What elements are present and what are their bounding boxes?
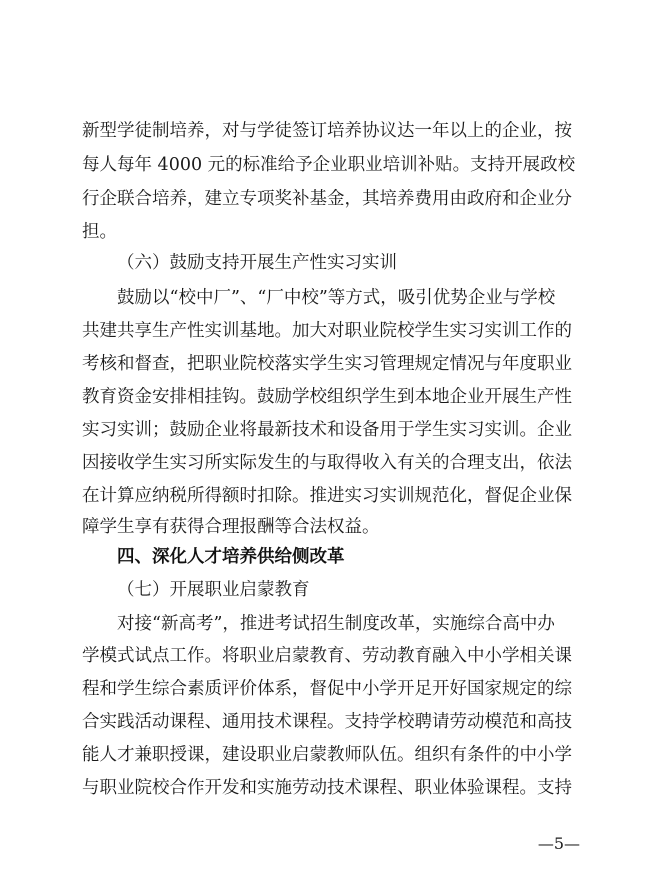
paragraph-line: 行企联合培养，建立专项奖补基金，其培养费用由政府和企业分 [82,189,572,209]
paragraph-line: 障学生享有获得合理报酬等合法权益。 [82,517,380,537]
section-7-heading: （七）开展职业启蒙教育 [117,580,310,600]
paragraph-line: 在计算应纳税所得额时扣除。推进实习实训规范化，督促企业保 [82,486,572,506]
paragraph-line: 程和学生综合素质评价体系，督促中小学开足开好国家规定的综 [82,679,572,699]
paragraph-line: 每人每年 4000 元的标准给予企业职业培训补贴。支持开展政校 [82,155,576,175]
paragraph-line: 共建共享生产性实训基地。加大对职业院校学生实习实训工作的 [82,321,572,341]
paragraph-line: 与职业院校合作开发和实施劳动技术课程、职业体验课程。支持 [82,778,572,798]
part-4-heading: 四、深化人才培养供给侧改革 [117,547,345,567]
paragraph-line: 新型学徒制培养，对与学徒签订培养协议达一年以上的企业，按 [82,121,572,141]
paragraph-line: 实习实训；鼓励企业将最新技术和设备用于学生实习实训。企业 [82,420,572,440]
paragraph-line: 因接收学生实习所实际发生的与取得收入有关的合理支出，依法 [82,453,572,473]
paragraph-line: 教育资金安排相挂钩。鼓励学校组织学生到本地企业开展生产性 [82,387,572,407]
paragraph-line: 考核和督查，把职业院校落实学生实习管理规定情况与年度职业 [82,354,572,374]
paragraph-line: 担。 [82,222,117,242]
paragraph-line: 学模式试点工作。将职业启蒙教育、劳动教育融入中小学相关课 [82,646,572,666]
paragraph-line: 能人才兼职授课，建设职业启蒙教师队伍。组织有条件的中小学 [82,745,572,765]
section-6-heading: （六）鼓励支持开展生产性实习实训 [117,253,397,273]
page-number: —5— [537,834,580,853]
paragraph-line: 对接“新高考”，推进考试招生制度改革，实施综合高中办 [117,614,555,634]
paragraph-line: 合实践活动课程、通用技术课程。支持学校聘请劳动模范和高技 [82,712,572,732]
paragraph-line: 鼓励以“校中厂”、“厂中校”等方式，吸引优势企业与学校 [117,288,556,308]
